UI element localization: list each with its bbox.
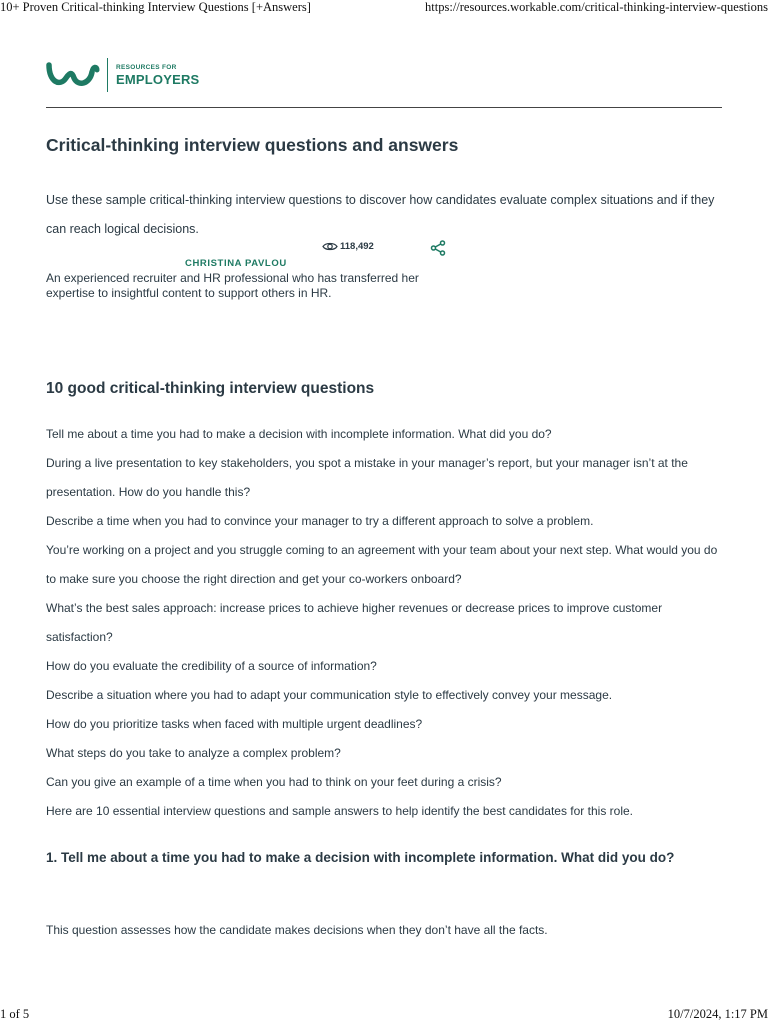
question-item: During a live presentation to key stakeholders, you spot a mistake in your manager’s report, but your manager isn’t at the presentation. How do you handle this? [46, 456, 688, 499]
site-logo[interactable] [46, 58, 206, 92]
question-item: Describe a situation where you had to adapt your communication style to effectively convey your message. [46, 688, 613, 702]
page-title: Critical-thinking interview questions and answers [46, 135, 459, 155]
eye-icon [322, 241, 338, 252]
question-list [46, 420, 726, 826]
view-count-value: 118,492 [340, 241, 374, 252]
section-closing-text: Here are 10 essential interview questions and sample answers to help identify the best candidates for this role. [46, 804, 633, 818]
article-intro: Use these sample critical-thinking interview questions to discover how candidates evaluate complex situations and if they can reach logical decisions. [46, 193, 715, 236]
print-page-title: 10+ Proven Critical-thinking Interview Questions [+Answers] [0, 0, 311, 14]
page-number: 1 of 5 [0, 1007, 30, 1021]
view-count [322, 241, 374, 252]
question-item: Can you give an example of a time when you had to think on your feet during a crisis? [46, 775, 502, 789]
logo-divider [107, 58, 108, 92]
header-divider [46, 107, 722, 108]
question-1-heading: 1. Tell me about a time you had to make a decision with incomplete information. What did you do? [46, 850, 675, 865]
section-title: 10 good critical-thinking interview questions [46, 380, 375, 397]
question-item: How do you prioritize tasks when faced with multiple urgent deadlines? [46, 717, 423, 731]
question-item: You’re working on a project and you struggle coming to an agreement with your team about your next step. What would you do to make sure you choose the right direction and get your co-workers onboard? [46, 543, 718, 586]
print-header [0, 0, 768, 16]
question-item: Describe a time when you had to convince your manager to try a different approach to solve a problem. [46, 514, 594, 528]
print-footer [0, 1008, 768, 1024]
author-bio: An experienced recruiter and HR professional who has transferred her expertise to insightful content to support others in HR. [46, 271, 419, 300]
print-page-url[interactable]: https://resources.workable.com/critical-thinking-interview-questions [425, 0, 768, 14]
logo-small-text: RESOURCES FOR [116, 64, 177, 71]
question-item: Tell me about a time you had to make a decision with incomplete information. What did you do? [46, 427, 552, 441]
share-icon[interactable] [430, 240, 446, 256]
author-name[interactable]: CHRISTINA PAVLOU [185, 258, 287, 269]
question-1-text: This question assesses how the candidate makes decisions when they don’t have all the facts. [46, 923, 548, 937]
workable-w-logo-icon [46, 60, 100, 90]
question-item: What’s the best sales approach: increase prices to achieve higher revenues or decrease prices to improve customer satisfaction? [46, 601, 663, 644]
question-item: How do you evaluate the credibility of a source of information? [46, 659, 377, 673]
print-datetime: 10/7/2024, 1:17 PM [667, 1007, 768, 1021]
question-item: What steps do you take to analyze a complex problem? [46, 746, 341, 760]
logo-big-text: EMPLOYERS [116, 72, 200, 87]
